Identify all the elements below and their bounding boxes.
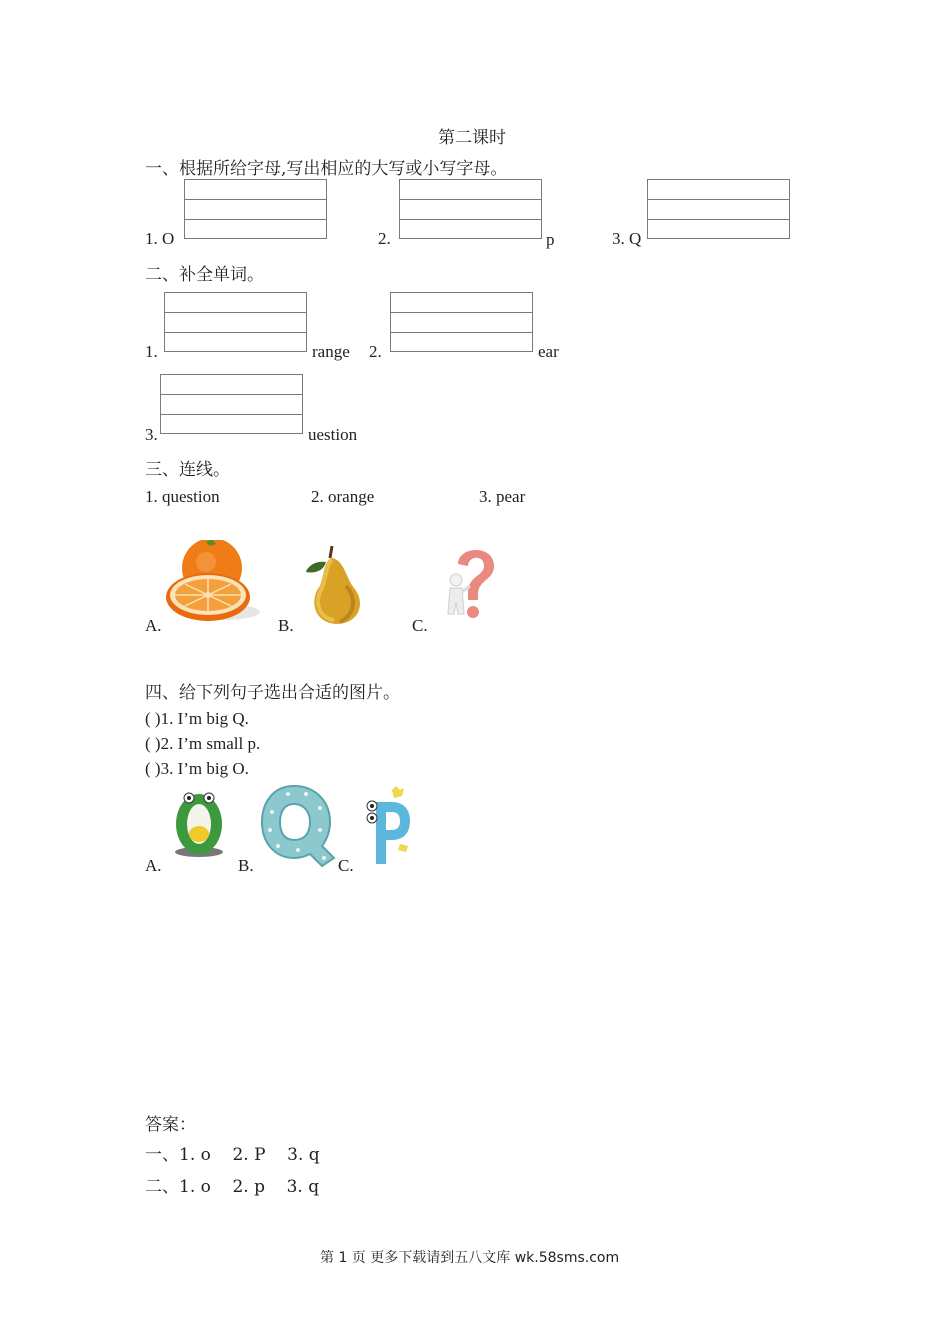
letter-q-image xyxy=(258,782,336,868)
sec1-item-1: 1. O xyxy=(145,229,175,248)
answers-heading: 答案： xyxy=(145,1115,196,1135)
section-3-heading: 三、连线。 xyxy=(145,460,230,480)
label-c: C. xyxy=(412,616,428,635)
answer-box-2-3[interactable] xyxy=(160,374,303,434)
answer-box-2-2[interactable] xyxy=(390,292,533,352)
label-c-letters: C. xyxy=(338,856,354,875)
sec2-item-2-suffix: ear xyxy=(538,342,559,361)
sec2-item-3: 3. xyxy=(145,425,158,444)
label-b-letters: B. xyxy=(238,856,254,875)
sec2-item-1-suffix: range xyxy=(312,342,350,361)
answer-box-1-1[interactable] xyxy=(184,179,327,239)
answer-box-1-2[interactable] xyxy=(399,179,542,239)
letter-o-image xyxy=(172,790,226,858)
label-a-letters: A. xyxy=(145,856,162,875)
page-title: 第二课时 xyxy=(438,128,506,148)
sec2-item-3-suffix: uestion xyxy=(308,425,358,444)
section-1-heading: 一、根据所给字母,写出相应的大写或小写字母。 xyxy=(145,159,508,179)
word-question: 1. question xyxy=(145,487,220,506)
section-4-heading: 四、给下列句子选出合适的图片。 xyxy=(145,683,400,703)
section-2-heading: 二、补全单词。 xyxy=(145,265,264,285)
sentence-3: ( )3. I’m big O. xyxy=(145,759,249,778)
answer-box-1-3[interactable] xyxy=(647,179,790,239)
sec1-item-3: 3. Q xyxy=(612,229,642,248)
sec2-item-2: 2. xyxy=(369,342,382,361)
label-b: B. xyxy=(278,616,294,635)
sentence-2: ( )2. I’m small p. xyxy=(145,734,261,753)
answers-line-2: 二、1. o 2. p 3. q xyxy=(145,1177,320,1197)
page-footer: 第 1 页 更多下载请到五八文库 wk.58sms.com xyxy=(320,1250,620,1266)
answers-line-1: 一、1. o 2. P 3. q xyxy=(145,1145,320,1165)
sec1-item-2: 2. xyxy=(378,229,391,248)
word-orange: 2. orange xyxy=(311,487,375,506)
answer-box-2-1[interactable] xyxy=(164,292,307,352)
word-pear: 3. pear xyxy=(479,487,526,506)
sentence-1: ( )1. I’m big Q. xyxy=(145,709,249,728)
question-mark-image xyxy=(440,544,506,628)
pear-image xyxy=(302,542,372,628)
label-a: A. xyxy=(145,616,162,635)
orange-image xyxy=(160,540,264,626)
sec1-item-2-suffix: p xyxy=(546,230,555,249)
letter-p-image xyxy=(362,784,412,870)
sec2-item-1: 1. xyxy=(145,342,158,361)
